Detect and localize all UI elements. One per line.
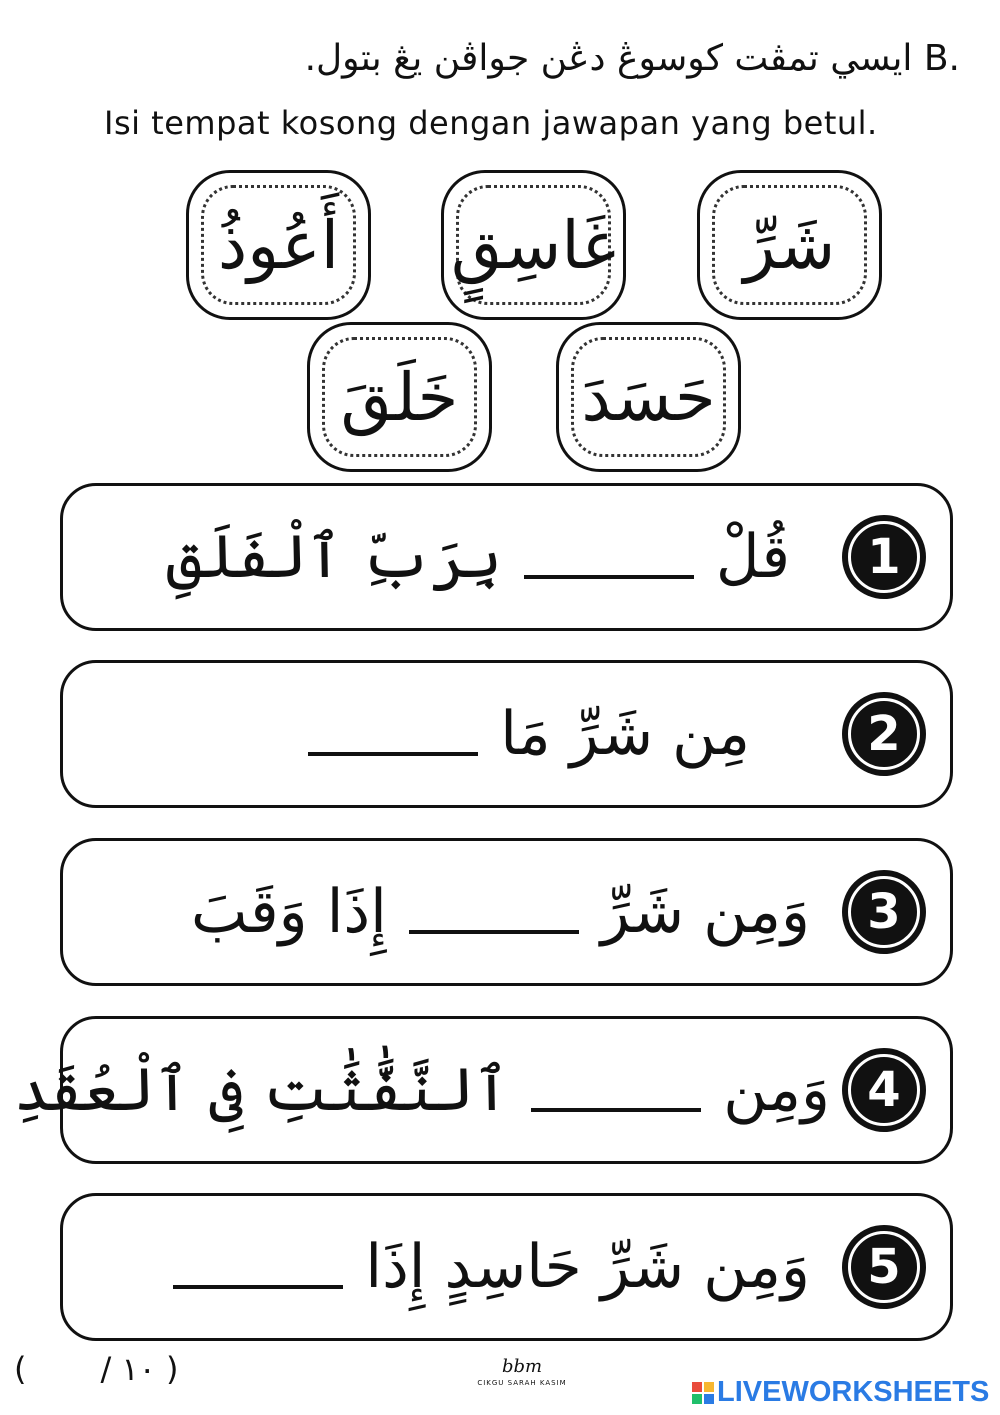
word-card-label: غَاسِقٍ: [456, 185, 611, 305]
question-1: [60, 483, 953, 631]
question-number: 2: [848, 698, 920, 770]
score-total: / ١٠ ): [100, 1350, 179, 1388]
section-label: B.: [923, 38, 960, 79]
question-number: 5: [848, 1231, 920, 1303]
question-text-after: بِرَبِّ ٱلْفَلَقِ: [166, 522, 502, 592]
word-card[interactable]: [697, 170, 882, 320]
word-card-label: شَرِّ: [712, 185, 867, 305]
liveworksheets-brand: [692, 1376, 989, 1409]
word-card[interactable]: [186, 170, 371, 320]
question-text: [308, 699, 750, 769]
answer-blank[interactable]: [524, 535, 694, 579]
question-2: [60, 660, 953, 808]
question-text: [14, 1055, 830, 1125]
question-3: [60, 838, 953, 986]
question-number: 4: [848, 1054, 920, 1126]
question-4: [14, 1016, 953, 1164]
instruction-rumi: Isi tempat kosong dengan jawapan yang betul.: [104, 104, 878, 142]
question-text-before: وَمِن: [723, 1055, 830, 1125]
question-text-before: وَمِن شَرِّ: [600, 877, 810, 947]
word-card[interactable]: [441, 170, 626, 320]
question-number: 1: [848, 521, 920, 593]
answer-blank[interactable]: [308, 712, 478, 756]
question-text-after: ٱلنَّفَّٰثَٰتِ فِى ٱلْعُقَدِ: [14, 1055, 510, 1125]
word-bank: [0, 0, 1000, 480]
word-card-label: حَسَدَ: [571, 337, 726, 457]
question-text-before: قُلْ: [715, 522, 790, 592]
question-text: [166, 522, 790, 592]
question-number-badge: [842, 1048, 926, 1132]
author-credit: [462, 1356, 582, 1387]
word-card-label: أَعُوذُ: [201, 185, 356, 305]
word-card[interactable]: [307, 322, 492, 472]
question-text-after: إِذَا وَقَبَ: [191, 877, 387, 947]
question-number: 3: [848, 876, 920, 948]
score-open: (: [14, 1350, 27, 1388]
answer-blank[interactable]: [173, 1245, 343, 1289]
question-text: [173, 1232, 810, 1302]
question-text-before: وَمِن شَرِّ حَاسِدٍ إِذَا: [365, 1232, 810, 1302]
question-text-before: مِن شَرِّ مَا: [500, 699, 750, 769]
liveworksheets-logo-icon: [692, 1382, 714, 1404]
answer-blank[interactable]: [531, 1068, 701, 1112]
word-card[interactable]: [556, 322, 741, 472]
author-mark: bbm: [501, 1356, 543, 1377]
question-number-badge: [842, 870, 926, 954]
author-name: CIKGU SARAH KASIM: [477, 1379, 567, 1387]
question-text: [191, 877, 810, 947]
score-box: [14, 1350, 178, 1388]
instruction-jawi-text: ايسي تمڤت كوسوڠ دڠن جواڤن يڠ بتول.: [304, 38, 913, 79]
question-number-badge: [842, 692, 926, 776]
question-5: [60, 1193, 953, 1341]
liveworksheets-text: LIVEWORKSHEETS: [717, 1376, 990, 1408]
answer-blank[interactable]: [409, 890, 579, 934]
word-card-label: خَلَقَ: [322, 337, 477, 457]
question-number-badge: [842, 515, 926, 599]
question-number-badge: [842, 1225, 926, 1309]
